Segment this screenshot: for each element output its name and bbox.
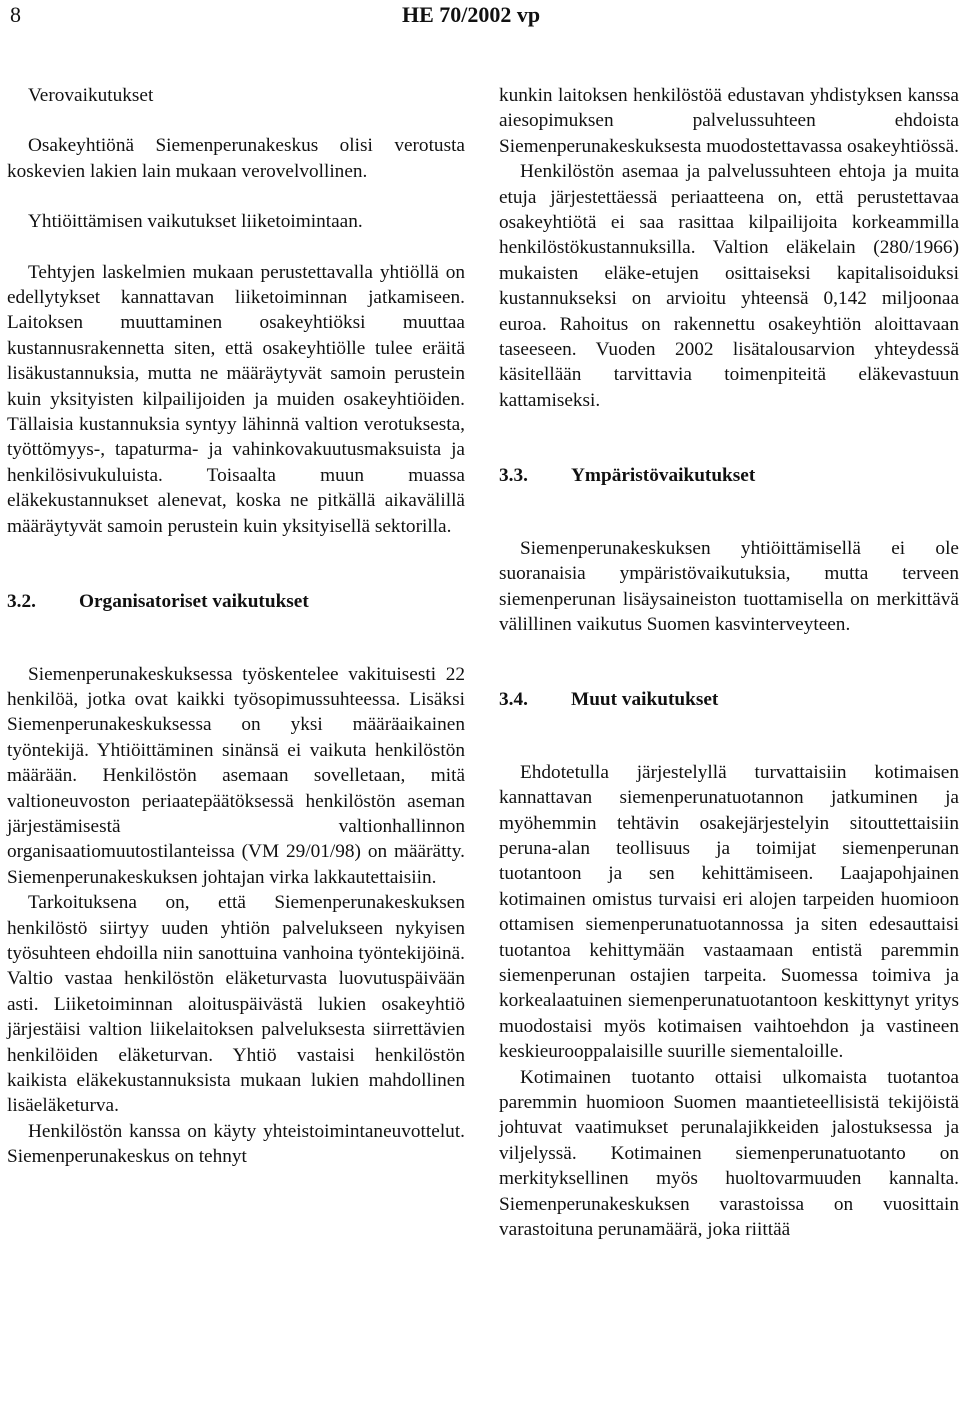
left-column: [7, 83, 465, 1170]
section-title: Muut vaikutukset: [571, 689, 719, 711]
environment-paragraph: Siemenperunakeskuksen yhtiöittämisellä ei ole suoranaisia ympäristövaikutuksia, mutta terveen siemenperunan lisäysaineiston tuottamisella on merkittävä välillinen vaikutus Suomen kasvinterveyteen.: [499, 537, 959, 635]
other-effects-paragraph-1: Ehdotetulla järjestelyllä turvattaisiin kotimaisen kannattavan siemenperunatuotannon jatkuminen ja myöhemmin tehtävin osakejärjestelyin sitouttettaisiin peruna-alan teollisuus ja toimijat siemenperunan tuotantoon ja sen kehittämiseen. Laajapohjainen kotimainen omistus turvaisi eri alojen tarpeiden huomioon ottamisen siemenperunatuotannossa ja siten edesauttaisi tuotantoa kehittymään vastaamaan entistä paremmin siemenperunan ostajien tarpeita. Suomessa toimiva ja korkealaatuinen siemenperunatuotantoon keskittynyt yritys muodostaisi myös kotimaisen vaihtoehdon ja vastineen keskieurooppalaisille suurille siementaloille.: [499, 761, 959, 1063]
tax-effects-heading: Verovaikutukset: [28, 85, 154, 106]
section-3-4-heading: [499, 687, 959, 712]
organisation-paragraph-3-continued: kunkin laitoksen henkilöstöä edustavan yhdistyksen kanssa aiesopimuksen palvelussuhteen ehdoista Siemenperunakeskuksesta muodostettavassa osakeyhtiössä.: [499, 85, 959, 157]
section-3-2-heading: [7, 589, 465, 614]
business-effects-heading: Yhtiöittämisen vaikutukset liiketoimintaan.: [28, 211, 363, 233]
organisation-paragraph-3: Henkilöstön kanssa on käyty yhteistoimintaneuvottelut. Siemenperunakeskus on tehnyt: [7, 1120, 465, 1168]
page-header: [0, 0, 960, 36]
tax-effects-paragraph: Osakeyhtiönä Siemenperunakeskus olisi verotusta koskevien lakien lain mukaan verovelvollinen.: [7, 135, 465, 182]
business-effects-paragraph: Tehtyjen laskelmien mukaan perustettavalla yhtiöllä on edellytykset kannattavan liiketoiminnan jatkamiseen. Laitoksen muuttaminen osakeyhtiöksi muuttaa kustannusrakennetta siten, että osakeyhtiölle tulee eräitä lisäkustannuksia, mutta ne määräytyvät samoin perustein kuin yksityisten kilpailijoiden ja muiden osakeyhtiöiden. Tällaisia kustannuksia syntyy lähinnä valtion verotuksesta, työttömyys-, tapaturma- ja vahinkovakuutusmaksuista ja henkilösivukuluista. Toisaalta muun muassa eläkekustannukset alenevat, koska ne pitkällä aikavälillä määräytyvät samoin perustein kuin yksityisellä sektorilla.: [7, 261, 465, 537]
section-title: Ympäristövaikutukset: [571, 465, 756, 487]
section-number: 3.2.: [7, 591, 36, 613]
organisation-paragraph-1: Siemenperunakeskuksessa työskentelee vakituisesti 22 henkilöä, jotka ovat kaikki työsopimussuhteessa. Lisäksi Siemenperunakeskuksessa on yksi määräaikainen työntekijä. Yhtiöittäminen sinänsä ei vaikuta henkilöstön määrään. Henkilöstön asemaan sovelletaan, mitä valtioneuvoston periaatepäätöksessä henkilöstön aseman järjestämisestä valtionhallinnon organisaatiomuutostilanteissa (VM 29/01/98) on määrätty. Siemenperunakeskuksen johtajan virka lakkautettaisiin.: [7, 663, 465, 888]
page-number: 8: [10, 2, 21, 27]
section-number: 3.3.: [499, 465, 528, 487]
document-id: HE 70/2002 vp: [402, 2, 541, 27]
right-column: [499, 83, 959, 1242]
section-title: Organisatoriset vaikutukset: [79, 591, 309, 613]
organisation-paragraph-2: Tarkoituksena on, että Siemenperunakeskuksen henkilöstö siirtyy uuden yhtiön palvelukseen nykyisen työsuhteen ehdoilla niin sanottuina vanhoina työntekijöinä. Valtio vastaa henkilöstön eläketurvasta luovutuspäivään asti. Liiketoiminnan aloituspäivästä lukien osakeyhtiö järjestäisi valtion liikelaitoksen palveluksesta siirrettävien henkilöiden eläketurvan. Yhtiö vastaisi henkilöstön kaikista eläkekustannuksista mukaan lukien mahdollinen lisäeläketurva.: [7, 892, 465, 1117]
section-3-3-heading: [499, 463, 959, 488]
section-number: 3.4.: [499, 689, 528, 711]
organisation-paragraph-4: Henkilöstön asemaa ja palvelussuhteen ehtoja ja muita etuja järjestettäessä periaatteena on, että perustettavaa osakeyhtiötä ei saa rasittaa kilpailijoita korkeammilla henkilöstökustannuksilla. Valtion eläkelain (280/1966) mukaisten eläke-etujen osittaiseksi kapitalisoiduksi kustannukseksi on arvioitu yhteensä 0,142 miljoonaa euroa. Rahoitus on rakennettu osakeyhtiön aloittavaan taseeseen. Vuoden 2002 lisätalousarvion yhteydessä käsitellään tarvittavia toimenpiteitä eläkevastuun kattamiseksi.: [499, 161, 959, 411]
other-effects-paragraph-2: Kotimainen tuotanto ottaisi ulkomaista tuotantoa paremmin huomioon Suomen maantieteellisistä tekijöistä johtuvat vaatimukset perunalajikkeiden jalostuksessa ja viljelyssä. Kotimainen siemenperunatuotanto on merkityksellinen myös huoltovarmuuden kannalta. Siemenperunakeskuksen varastoissa on vuosittain varastoituna perunamäärä, joka riittää: [499, 1066, 959, 1241]
